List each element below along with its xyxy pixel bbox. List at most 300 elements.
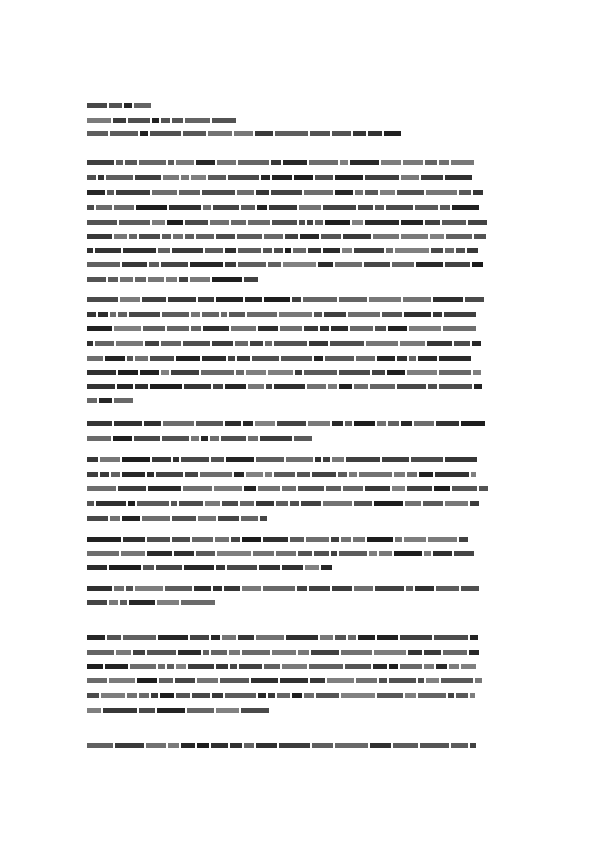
text-glyph-run (445, 501, 468, 506)
text-glyph-run (279, 743, 310, 748)
text-glyph-run (401, 220, 423, 225)
text-glyph-run (134, 103, 151, 108)
text-glyph-run (298, 551, 312, 556)
text-glyph-run (469, 650, 479, 655)
text-glyph-run (421, 175, 443, 180)
text-glyph-run (264, 664, 280, 669)
text-glyph-run (87, 472, 98, 477)
text-glyph-run (214, 486, 242, 491)
text-glyph-run (445, 175, 472, 180)
text-glyph-run (220, 678, 249, 683)
text-glyph-run (201, 370, 234, 375)
text-glyph-run (290, 501, 299, 506)
text-line (87, 486, 507, 491)
text-glyph-run (401, 234, 428, 239)
text-glyph-run (400, 341, 425, 346)
text-glyph-run (441, 678, 473, 683)
text-glyph-run (129, 312, 160, 317)
text-glyph-run (256, 190, 269, 195)
text-glyph-run (135, 277, 146, 282)
text-glyph-run (297, 586, 307, 591)
text-glyph-run (210, 220, 229, 225)
text-glyph-run (436, 586, 459, 591)
text-glyph-run (400, 635, 432, 640)
text-glyph-run (196, 234, 214, 239)
text-glyph-run (114, 586, 124, 591)
text-glyph-run (323, 205, 356, 210)
text-glyph-run (150, 384, 182, 389)
text-glyph-run (298, 650, 309, 655)
text-line (87, 312, 507, 317)
text-glyph-run (456, 248, 465, 253)
text-glyph-run (395, 537, 402, 542)
text-glyph-run (191, 326, 201, 331)
text-glyph-run (444, 312, 476, 317)
text-glyph-run (192, 537, 213, 542)
text-glyph-run (107, 635, 121, 640)
text-glyph-run (110, 516, 120, 521)
text-glyph-run (341, 537, 351, 542)
text-glyph-run (309, 664, 343, 669)
text-glyph-run (238, 635, 254, 640)
text-glyph-run (431, 248, 443, 253)
text-glyph-run (244, 277, 258, 282)
text-glyph-run (426, 190, 457, 195)
text-glyph-run (293, 248, 306, 253)
text-glyph-run (440, 205, 450, 210)
text-glyph-run (216, 297, 243, 302)
text-glyph-run (365, 190, 378, 195)
text-glyph-run (100, 472, 109, 477)
text-glyph-run (323, 248, 340, 253)
text-glyph-run (87, 501, 94, 506)
text-glyph-run (428, 537, 457, 542)
text-line (87, 537, 507, 542)
text-glyph-run (256, 501, 274, 506)
text-line (87, 708, 277, 713)
text-glyph-run (110, 131, 138, 136)
text-glyph-run (200, 472, 232, 477)
text-glyph-run (335, 635, 346, 640)
text-glyph-run (304, 370, 337, 375)
text-glyph-run (435, 472, 469, 477)
text-glyph-run (168, 743, 179, 748)
text-line (87, 635, 507, 640)
text-glyph-run (433, 312, 442, 317)
text-glyph-run (397, 356, 407, 361)
text-glyph-run (265, 341, 272, 346)
text-glyph-run (377, 693, 403, 698)
text-glyph-run (456, 693, 468, 698)
text-glyph-run (87, 356, 103, 361)
text-glyph-run (224, 586, 240, 591)
text-glyph-run (433, 551, 452, 556)
text-glyph-run (217, 160, 236, 165)
text-glyph-run (309, 341, 328, 346)
text-glyph-run (425, 160, 437, 165)
text-glyph-run (152, 118, 159, 123)
text-line (87, 678, 507, 683)
text-glyph-run (343, 234, 371, 239)
text-glyph-run (263, 537, 288, 542)
text-glyph-run (365, 486, 390, 491)
text-glyph-run (100, 457, 120, 462)
text-glyph-run (423, 501, 443, 506)
text-glyph-run (236, 370, 244, 375)
text-glyph-run (116, 160, 123, 165)
text-glyph-run (109, 565, 141, 570)
text-glyph-run (152, 457, 171, 462)
text-glyph-run (212, 341, 233, 346)
text-glyph-run (87, 190, 105, 195)
text-glyph-run (179, 277, 188, 282)
text-glyph-run (353, 537, 365, 542)
text-glyph-run (369, 297, 401, 302)
text-line (87, 472, 507, 477)
text-glyph-run (439, 384, 472, 389)
text-glyph-run (325, 220, 350, 225)
text-glyph-run (340, 160, 348, 165)
text-glyph-run (87, 486, 116, 491)
text-glyph-run (162, 312, 189, 317)
text-glyph-run (179, 501, 203, 506)
text-glyph-run (346, 457, 380, 462)
text-glyph-run (339, 384, 352, 389)
text-glyph-run (168, 297, 196, 302)
text-glyph-run (299, 220, 305, 225)
text-glyph-run (326, 486, 341, 491)
text-glyph-run (87, 743, 113, 748)
text-glyph-run (263, 248, 272, 253)
text-line (87, 220, 507, 225)
text-glyph-run (394, 551, 422, 556)
text-glyph-run (324, 312, 346, 317)
text-line (87, 160, 507, 165)
text-line (87, 398, 137, 403)
text-glyph-run (231, 220, 246, 225)
text-glyph-run (178, 650, 201, 655)
text-glyph-run (163, 175, 179, 180)
text-glyph-run (87, 234, 112, 239)
text-glyph-run (187, 708, 214, 713)
text-glyph-run (314, 551, 329, 556)
text-glyph-run (310, 678, 325, 683)
text-glyph-run (282, 486, 296, 491)
text-glyph-run (380, 190, 395, 195)
text-glyph-run (87, 384, 115, 389)
text-glyph-run (392, 262, 414, 267)
text-glyph-run (196, 551, 215, 556)
text-glyph-run (228, 356, 235, 361)
text-glyph-run (203, 205, 211, 210)
text-glyph-run (332, 421, 343, 426)
text-glyph-run (212, 118, 236, 123)
text-glyph-run (407, 486, 432, 491)
text-glyph-run (331, 326, 348, 331)
text-glyph-run (238, 262, 266, 267)
text-glyph-run (140, 370, 159, 375)
text-glyph-run (274, 341, 307, 346)
text-glyph-run (446, 234, 472, 239)
text-glyph-run (374, 501, 403, 506)
text-glyph-run (459, 190, 471, 195)
text-glyph-run (194, 586, 211, 591)
text-glyph-run (415, 586, 434, 591)
text-line (87, 664, 507, 669)
text-line (87, 277, 267, 282)
text-glyph-run (208, 131, 232, 136)
text-glyph-run (411, 457, 443, 462)
text-glyph-run (211, 650, 227, 655)
text-glyph-run (114, 205, 134, 210)
text-glyph-run (174, 551, 194, 556)
text-line (87, 586, 507, 591)
text-glyph-run (167, 326, 189, 331)
text-glyph-run (257, 205, 267, 210)
text-glyph-run (145, 341, 159, 346)
text-glyph-run (109, 600, 118, 605)
text-glyph-run (169, 205, 201, 210)
text-glyph-run (426, 678, 439, 683)
text-glyph-run (172, 248, 203, 253)
text-glyph-run (123, 635, 156, 640)
text-glyph-run (173, 234, 183, 239)
text-glyph-run (103, 708, 137, 713)
text-glyph-run (358, 205, 373, 210)
text-glyph-run (279, 312, 312, 317)
text-glyph-run (216, 565, 225, 570)
text-line (87, 175, 507, 180)
text-glyph-run (87, 297, 118, 302)
text-glyph-run (297, 472, 310, 477)
text-glyph-run (96, 501, 126, 506)
text-glyph-run (216, 234, 235, 239)
text-glyph-run (452, 486, 477, 491)
text-glyph-run (116, 190, 150, 195)
text-glyph-run (397, 190, 424, 195)
text-glyph-run (127, 356, 133, 361)
text-glyph-run (198, 297, 214, 302)
text-line (87, 103, 155, 108)
text-glyph-run (309, 160, 338, 165)
text-glyph-run (348, 312, 380, 317)
text-line (87, 262, 507, 267)
text-glyph-run (87, 421, 112, 426)
text-glyph-run (332, 131, 351, 136)
text-glyph-run (323, 457, 330, 462)
text-glyph-run (335, 175, 363, 180)
text-glyph-run (443, 650, 467, 655)
text-glyph-run (479, 486, 488, 491)
text-glyph-run (165, 586, 192, 591)
text-glyph-run (341, 650, 372, 655)
text-glyph-run (143, 565, 154, 570)
text-glyph-run (216, 664, 228, 669)
text-glyph-run (470, 743, 476, 748)
text-glyph-run (140, 131, 148, 136)
text-glyph-run (87, 516, 108, 521)
text-glyph-run (139, 708, 155, 713)
text-glyph-run (408, 650, 422, 655)
text-glyph-run (87, 436, 111, 441)
text-glyph-run (157, 708, 185, 713)
text-glyph-run (364, 262, 390, 267)
text-glyph-run (370, 743, 391, 748)
text-glyph-run (87, 600, 107, 605)
text-glyph-run (356, 356, 375, 361)
text-glyph-run (434, 635, 468, 640)
text-glyph-run (471, 472, 476, 477)
text-glyph-run (268, 693, 275, 698)
text-glyph-run (118, 486, 146, 491)
text-glyph-run (368, 131, 382, 136)
text-glyph-run (161, 370, 169, 375)
text-glyph-run (98, 175, 104, 180)
text-glyph-run (260, 436, 292, 441)
text-glyph-run (221, 436, 246, 441)
text-glyph-run (274, 472, 295, 477)
text-glyph-run (445, 262, 470, 267)
text-glyph-run (95, 341, 114, 346)
text-line (87, 457, 507, 462)
text-glyph-run (294, 175, 313, 180)
text-glyph-run (110, 312, 116, 317)
text-glyph-run (216, 708, 239, 713)
text-glyph-run (354, 248, 384, 253)
text-glyph-run (205, 501, 220, 506)
text-glyph-run (213, 205, 239, 210)
text-line (87, 501, 507, 506)
text-glyph-run (198, 516, 216, 521)
text-glyph-run (259, 565, 280, 570)
text-glyph-run (109, 103, 122, 108)
text-glyph-run (343, 486, 363, 491)
text-glyph-run (184, 384, 211, 389)
text-glyph-run (241, 516, 258, 521)
text-glyph-run (465, 297, 484, 302)
text-glyph-run (295, 370, 302, 375)
text-glyph-run (299, 205, 321, 210)
text-glyph-run (87, 551, 119, 556)
text-glyph-run (87, 586, 112, 591)
text-glyph-run (365, 175, 399, 180)
text-glyph-run (87, 398, 97, 403)
text-glyph-run (156, 565, 182, 570)
text-glyph-run (218, 516, 239, 521)
text-glyph-run (241, 708, 269, 713)
text-glyph-run (243, 421, 253, 426)
text-glyph-run (277, 421, 306, 426)
text-glyph-run (272, 650, 296, 655)
text-glyph-run (256, 743, 277, 748)
text-glyph-run (258, 486, 280, 491)
text-glyph-run (335, 190, 353, 195)
text-glyph-run (470, 635, 478, 640)
text-glyph-run (339, 551, 367, 556)
text-glyph-run (381, 160, 401, 165)
text-glyph-run (354, 586, 373, 591)
text-glyph-run (183, 131, 206, 136)
text-glyph-run (248, 384, 264, 389)
text-glyph-run (87, 326, 112, 331)
text-glyph-run (171, 370, 199, 375)
text-glyph-run (111, 472, 120, 477)
text-glyph-run (201, 436, 208, 441)
text-glyph-run (234, 131, 253, 136)
text-glyph-run (439, 370, 471, 375)
text-glyph-run (332, 457, 344, 462)
text-glyph-run (312, 472, 336, 477)
text-glyph-run (265, 472, 272, 477)
text-glyph-run (202, 190, 235, 195)
text-glyph-run (87, 457, 98, 462)
text-glyph-run (157, 600, 179, 605)
text-glyph-run (176, 160, 194, 165)
text-glyph-run (271, 160, 281, 165)
text-glyph-run (227, 565, 257, 570)
text-glyph-run (304, 693, 314, 698)
text-glyph-run (253, 551, 274, 556)
text-glyph-run (241, 205, 255, 210)
text-glyph-run (251, 678, 278, 683)
text-glyph-run (394, 472, 405, 477)
text-glyph-run (225, 248, 236, 253)
text-glyph-run (192, 693, 210, 698)
text-glyph-run (467, 248, 478, 253)
text-glyph-run (320, 635, 333, 640)
text-glyph-run (405, 693, 416, 698)
text-glyph-run (454, 341, 470, 346)
text-glyph-run (247, 312, 277, 317)
text-glyph-run (377, 635, 398, 640)
text-glyph-run (87, 537, 121, 542)
text-glyph-run (158, 248, 170, 253)
text-glyph-run (248, 220, 270, 225)
text-glyph-run (222, 501, 238, 506)
text-glyph-run (87, 708, 101, 713)
text-glyph-run (316, 693, 339, 698)
text-glyph-run (217, 551, 251, 556)
text-glyph-run (211, 743, 228, 748)
text-glyph-run (114, 398, 133, 403)
text-glyph-run (246, 472, 263, 477)
text-glyph-run (135, 175, 161, 180)
text-glyph-run (276, 551, 296, 556)
text-glyph-run (407, 472, 417, 477)
text-glyph-run (258, 326, 278, 331)
text-glyph-run (179, 190, 200, 195)
text-glyph-run (137, 678, 157, 683)
text-glyph-run (149, 262, 159, 267)
text-glyph-run (356, 678, 377, 683)
text-glyph-run (166, 277, 177, 282)
text-glyph-run (98, 312, 108, 317)
text-glyph-run (222, 635, 236, 640)
text-glyph-run (420, 743, 449, 748)
text-glyph-run (281, 356, 312, 361)
text-glyph-run (172, 537, 190, 542)
text-glyph-run (403, 297, 431, 302)
text-glyph-run (451, 743, 468, 748)
text-glyph-run (237, 356, 250, 361)
text-glyph-run (248, 436, 258, 441)
text-glyph-run (352, 220, 363, 225)
text-glyph-run (175, 678, 195, 683)
text-glyph-run (331, 551, 337, 556)
text-glyph-run (176, 664, 186, 669)
text-glyph-run (427, 341, 452, 346)
text-glyph-run (181, 175, 189, 180)
